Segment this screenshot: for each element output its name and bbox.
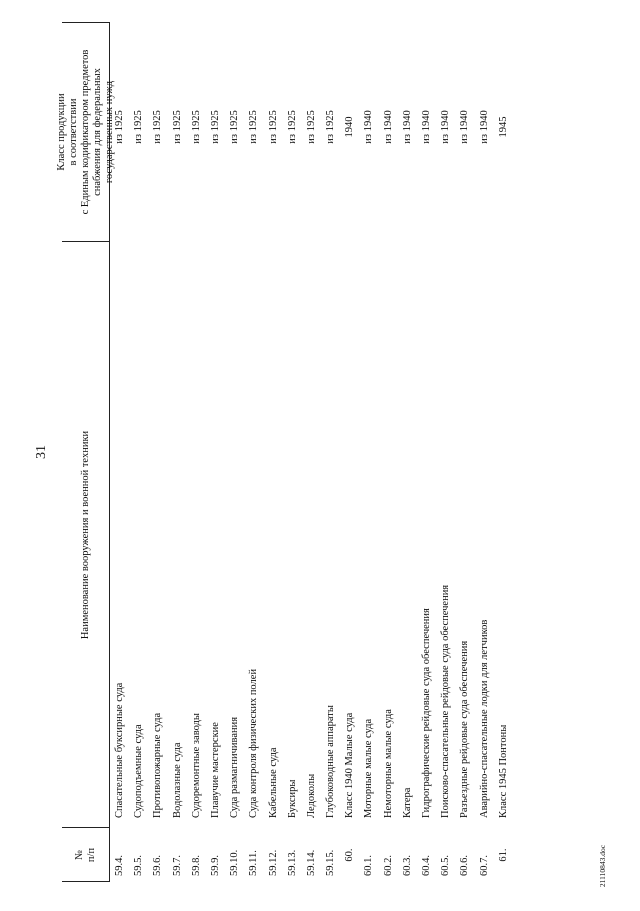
row-class: из 1925 xyxy=(133,110,145,144)
table-row xyxy=(225,22,244,882)
table-row xyxy=(455,22,474,882)
table-row xyxy=(244,22,263,882)
row-name: Суда контроля физических полей xyxy=(248,668,260,818)
row-number: 60.7. xyxy=(478,855,490,876)
row-name: Судоремонтные заводы xyxy=(190,713,202,818)
row-class: 1945 xyxy=(497,116,509,138)
row-number: 59.12. xyxy=(267,849,279,876)
row-class: из 1925 xyxy=(114,110,125,144)
row-number: 60. xyxy=(344,848,356,862)
table-row xyxy=(264,22,283,882)
header-number-symbol: № xyxy=(74,849,85,861)
header-number-column xyxy=(62,828,110,882)
row-number: 59.5. xyxy=(133,855,145,876)
header-class-line: с Единым кодификатором предметов xyxy=(80,49,91,215)
header-class-column xyxy=(56,22,115,242)
table-row xyxy=(206,22,225,882)
row-class: из 1925 xyxy=(171,110,183,144)
row-class: из 1940 xyxy=(459,110,471,144)
header-class-line: в соответствии xyxy=(68,98,79,166)
row-number: 59.15. xyxy=(325,849,337,876)
row-name: Кабельные суда xyxy=(267,747,279,818)
row-class: из 1925 xyxy=(267,110,279,144)
items-table xyxy=(56,22,562,882)
row-class: из 1940 xyxy=(401,110,413,144)
row-class: из 1940 xyxy=(363,110,375,144)
row-name: Немоторные малые суда xyxy=(382,709,394,818)
table-row xyxy=(436,22,455,882)
header-name-label: Наименование вооружения и военной техники xyxy=(80,430,91,640)
row-name: Ледоколы xyxy=(305,773,317,818)
row-name: Спасательные буксирные суда xyxy=(114,682,125,818)
row-name: Класс 1945 Понтоны xyxy=(497,724,509,818)
table-row xyxy=(302,22,321,882)
row-class: из 1925 xyxy=(305,110,317,144)
row-class: 1940 xyxy=(344,116,356,138)
row-class: из 1925 xyxy=(286,110,298,144)
row-number: 59.11. xyxy=(248,850,260,876)
row-number: 60.1. xyxy=(363,855,375,876)
row-name: Суда размагничивания xyxy=(229,716,241,818)
row-class: из 1940 xyxy=(478,110,490,144)
header-class-line: государственных нужд xyxy=(104,80,115,184)
table-row xyxy=(110,22,129,882)
header-class-line: Класс продукции xyxy=(56,93,67,171)
row-name: Судоподъемные суда xyxy=(133,724,145,818)
row-number: 59.4. xyxy=(114,855,125,876)
table-body xyxy=(110,22,513,882)
row-name: Водолазные суда xyxy=(171,742,183,818)
row-number: 60.6. xyxy=(459,855,471,876)
row-number: 59.14. xyxy=(305,849,317,876)
row-class: из 1940 xyxy=(382,110,394,144)
table-header xyxy=(56,22,115,882)
row-class: из 1925 xyxy=(248,110,260,144)
row-class: из 1925 xyxy=(190,110,202,144)
header-number-abbrev: п/п xyxy=(86,847,97,863)
row-name: Противопожарные суда xyxy=(152,712,164,818)
table-row xyxy=(187,22,206,882)
table-row xyxy=(321,22,340,882)
file-footer: 21110843.doc xyxy=(598,844,607,888)
row-number: 60.3. xyxy=(401,855,413,876)
row-number: 59.8. xyxy=(190,855,202,876)
row-name: Глубоководные аппараты xyxy=(325,705,337,818)
header-class-line: снабжения для федеральных xyxy=(92,68,103,196)
row-name: Класс 1940 Малые суда xyxy=(344,712,356,818)
row-name: Аварийно-спасательные лодки для летчиков xyxy=(478,619,490,818)
row-name: Катера xyxy=(401,787,413,818)
table-row xyxy=(340,22,359,882)
table-row xyxy=(475,22,494,882)
table-wrapper xyxy=(56,22,562,882)
row-class: из 1925 xyxy=(229,110,241,144)
header-name-column xyxy=(62,242,110,828)
table-row xyxy=(379,22,398,882)
row-name: Гидрографические рейдовые суда обеспечения xyxy=(421,608,432,818)
table-row xyxy=(494,22,513,882)
table-row xyxy=(168,22,187,882)
row-name: Поисково-спасательные рейдовые суда обеспечения xyxy=(440,584,452,818)
row-number: 59.6. xyxy=(152,855,164,876)
row-number: 59.10. xyxy=(229,849,241,876)
row-number: 59.9. xyxy=(209,855,221,876)
row-class: из 1940 xyxy=(440,110,452,144)
row-number: 59.7. xyxy=(171,855,183,876)
row-number: 59.13. xyxy=(286,849,298,876)
table-row xyxy=(417,22,436,882)
row-name: Разъездные рейдовые суда обеспечения xyxy=(459,640,471,818)
row-number: 60.4. xyxy=(421,855,432,876)
table-row xyxy=(359,22,378,882)
row-class: из 1925 xyxy=(325,110,337,144)
row-class: из 1940 xyxy=(421,110,432,144)
row-name: Моторные малые суда xyxy=(363,718,375,818)
table-row xyxy=(148,22,167,882)
row-number: 60.2. xyxy=(382,855,394,876)
row-name: Буксиры xyxy=(286,779,298,818)
row-number: 61. xyxy=(497,848,509,862)
table-row xyxy=(129,22,148,882)
row-class: из 1925 xyxy=(152,110,164,144)
row-number: 60.5. xyxy=(440,855,452,876)
table-row xyxy=(283,22,302,882)
page-number: 31 xyxy=(34,445,49,459)
row-class: из 1925 xyxy=(209,110,221,144)
table-row xyxy=(398,22,417,882)
row-name: Плавучие мастерские xyxy=(209,722,221,818)
